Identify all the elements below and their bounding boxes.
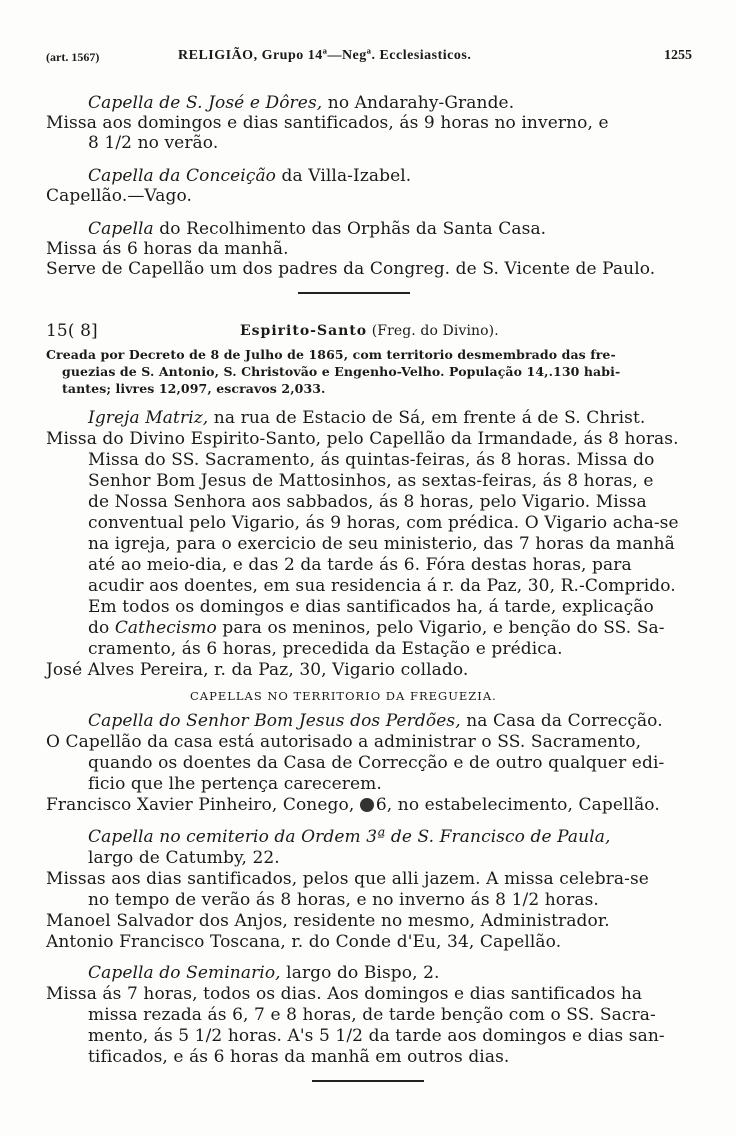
page-header [46,48,692,68]
parish-description: Creada por Decreto de 8 de Julho de 1865, com territorio desmembrado das fre- [46,347,616,362]
entry-text: mento, ás 5 1/2 horas. A's 5 1/2 da tarde aos domingos e dias san- [88,1026,665,1046]
entry-text: até ao meio-dia, e das 2 da tarde ás 6. Fóra destas horas, para [88,555,632,575]
section-divider [312,1080,424,1082]
order-emblem-icon [360,798,374,812]
entry-text: tificados, e ás 6 horas da manhã em outros dias. [88,1047,510,1067]
parish-number: 15( 8] [46,321,98,341]
entry-text: missa rezada ás 6, 7 e 8 horas, de tarde benção com o SS. Sacra- [88,1005,656,1025]
entry-text: Capellão.—Vago. [46,186,193,206]
entry-title: Capella do Senhor Bom Jesus dos Perdões, na Casa da Correcção. [88,711,663,731]
entry-text: Missa ás 6 horas da manhã. [46,239,289,259]
entry-text: quando os doentes da Casa de Correcção e de outro qualquer edi- [88,753,665,773]
entry-text: do Cathecismo para os meninos, pelo Vigario, e benção do SS. Sa- [88,618,665,638]
entry-text: de Nossa Senhora aos sabbados, ás 8 horas, pelo Vigario. Missa [88,492,647,512]
entry-text: Missa ás 7 horas, todos os dias. Aos domingos e dias santificados ha [46,984,643,1004]
parish-heading: Espirito-Santo (Freg. do Divino). [240,323,499,339]
header-article: (art. 1567) [46,50,100,64]
page-number: 1255 [664,48,692,63]
header-section-title: RELIGIÃO, Grupo 14ª—Negª. Ecclesiasticos. [178,48,472,63]
entry-text: largo de Catumby, 22. [88,848,280,868]
entry-text: Manoel Salvador dos Anjos, residente no mesmo, Administrador. [46,911,610,931]
parish-description: tantes; livres 12,097, escravos 2,033. [62,381,326,396]
entry-text: Senhor Bom Jesus de Mattosinhos, as sextas-feiras, ás 8 horas, e [88,471,654,491]
parish-description: guezias de S. Antonio, S. Christovão e Engenho-Velho. População 14,.130 habi- [62,364,621,379]
entry-text: Missa do Divino Espirito-Santo, pelo Capellão da Irmandade, ás 8 horas. [46,429,679,449]
entry-text: Missas aos dias santificados, pelos que alli jazem. A missa celebra-se [46,869,649,889]
entry-text: ficio que lhe pertença carecerem. [88,774,382,794]
entry-title: Igreja Matriz, na rua de Estacio de Sá, em frente á de S. Christ. [88,408,646,428]
entry-text: Francisco Xavier Pinheiro, Conego, 6, no estabelecimento, Capellão. [46,795,660,815]
entry-text: Antonio Francisco Toscana, r. do Conde d'Eu, 34, Capellão. [46,932,562,952]
entry-text: Missa do SS. Sacramento, ás quintas-feiras, ás 8 horas. Missa do [88,450,655,470]
entry-text: Missa aos domingos e dias santificados, ás 9 horas no inverno, e [46,113,609,133]
entry-title: Capella de S. José e Dôres, no Andarahy-Grande. [88,93,515,113]
entry-title: Capella do Recolhimento das Orphãs da Santa Casa. [88,219,547,239]
entry-text: acudir aos doentes, em sua residencia á r. da Paz, 30, R.-Comprido. [88,576,676,596]
section-divider [298,292,410,294]
entry-text: José Alves Pereira, r. da Paz, 30, Vigario collado. [46,660,469,680]
entry-text: Serve de Capellão um dos padres da Congreg. de S. Vicente de Paulo. [46,259,656,279]
entry-text: cramento, ás 6 horas, precedida da Estação e prédica. [88,639,563,659]
entry-text: O Capellão da casa está autorisado a administrar o SS. Sacramento, [46,732,642,752]
entry-text: na igreja, para o exercicio de seu ministerio, das 7 horas da manhã [88,534,675,554]
section-subheading: CAPELLAS NO TERRITORIO DA FREGUEZIA. [190,689,497,703]
entry-text: conventual pelo Vigario, ás 9 horas, com prédica. O Vigario acha-se [88,513,679,533]
entry-text: 8 1/2 no verão. [88,133,219,153]
entry-title: Capella no cemiterio da Ordem 3ª de S. Francisco de Paula, [88,827,611,847]
entry-text: Em todos os domingos e dias santificados ha, á tarde, explicação [88,597,654,617]
entry-text: no tempo de verão ás 8 horas, e no inverno ás 8 1/2 horas. [88,890,599,910]
entry-title: Capella do Seminario, largo do Bispo, 2. [88,963,440,983]
entry-title: Capella da Conceição da Villa-Izabel. [88,166,412,186]
